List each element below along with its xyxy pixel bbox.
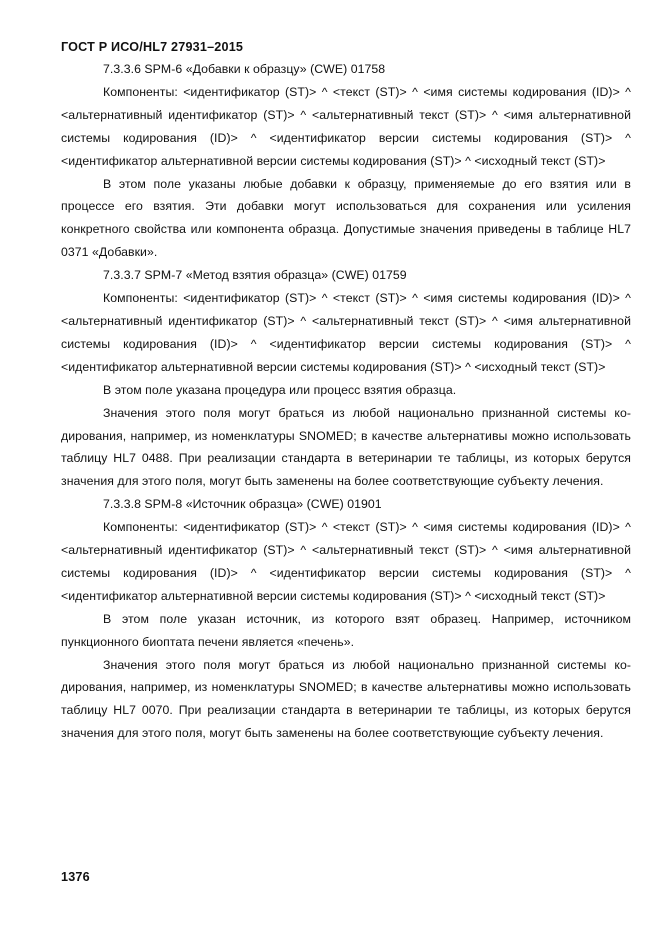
- section-spm-8: [61, 493, 631, 745]
- section-spm-7: [61, 264, 631, 493]
- section-heading: 7.3.3.6 SPM-6 «Добавки к образцу» (CWE) 01758: [103, 62, 386, 76]
- components-paragraph: Компоненты: <идентификатор (ST)> ^ <текст (ST)> ^ <имя системы кодирования (ID)> ^ <альтернативный идентификатор (ST)> ^ <альтернативный текст (ST)> ^ <имя альтернативной системы кодирования (ID)> ^ <идентификатор версии системы кодирования (ST)> ^ <идентификатор альтернативной версии системы кодирования (ST)> ^ <исходный текст (ST)>: [61, 291, 631, 374]
- values-paragraph: Значения этого поля могут браться из любой национально признанной системы кодирования, например, из номенклатуры SNOMED; в качестве альтернативы можно использовать таблицу HL7 0488. При реализации стандарта в ветеринарии те таблицы, из которых берутся значения для этого поля, могут быть заменены на более соответствующие субъекту лечения.: [61, 405, 631, 489]
- components-paragraph: Компоненты: <идентификатор (ST)> ^ <текст (ST)> ^ <имя системы кодирования (ID)> ^ <альтернативный идентификатор (ST)> ^ <альтернативный текст (ST)> ^ <имя альтернативной системы кодирования (ID)> ^ <идентификатор версии системы кодирования (ST)> ^ <идентификатор альтернативной версии системы кодирования (ST)> ^ <исходный текст (ST)>: [61, 84, 631, 168]
- description-paragraph: В этом поле указан источник, из которого взят образец. Например, источником пункционного биоптата печени является «печень».: [61, 611, 631, 649]
- description-paragraph: В этом поле указаны любые добавки к образцу, применяемые до его взятия или в процессе его взятия. Эти добавки могут использоваться для сохранения или усиления конкретного свойства или компонента образца. Допустимые значения приведены в таблице HL7 0371 «Добавки».: [61, 176, 631, 260]
- section-spm-6: [61, 58, 631, 264]
- components-paragraph: Компоненты: <идентификатор (ST)> ^ <текст (ST)> ^ <имя системы кодирования (ID)> ^ <альтернативный идентификатор (ST)> ^ <альтернативный текст (ST)> ^ <имя альтернативной системы кодирования (ID)> ^ <идентификатор версии системы кодирования (ST)> ^ <идентификатор альтернативной версии системы кодирования (ST)> ^ <исходный текст (ST)>: [61, 520, 631, 603]
- page-number: 1376: [61, 870, 90, 884]
- section-heading: 7.3.3.8 SPM-8 «Источник образца» (CWE) 01901: [103, 497, 382, 512]
- description-paragraph: В этом поле указана процедура или процесс взятия образца.: [103, 382, 457, 397]
- values-paragraph: Значения этого поля могут браться из любой национально признанной системы кодирования, например, из номенклатуры SNOMED; в качестве альтернативы можно использовать таблицу HL7 0070. При реализации стандарта в ветеринарии те таблицы, из которых берутся значения для этого поля, могут быть заменены на более соответствующие субъекту лечения.: [61, 657, 631, 741]
- document-header: ГОСТ Р ИСО/HL7 27931–2015: [61, 40, 244, 54]
- document-page: [61, 36, 631, 745]
- section-heading: 7.3.3.7 SPM-7 «Метод взятия образца» (CWE) 01759: [103, 268, 407, 283]
